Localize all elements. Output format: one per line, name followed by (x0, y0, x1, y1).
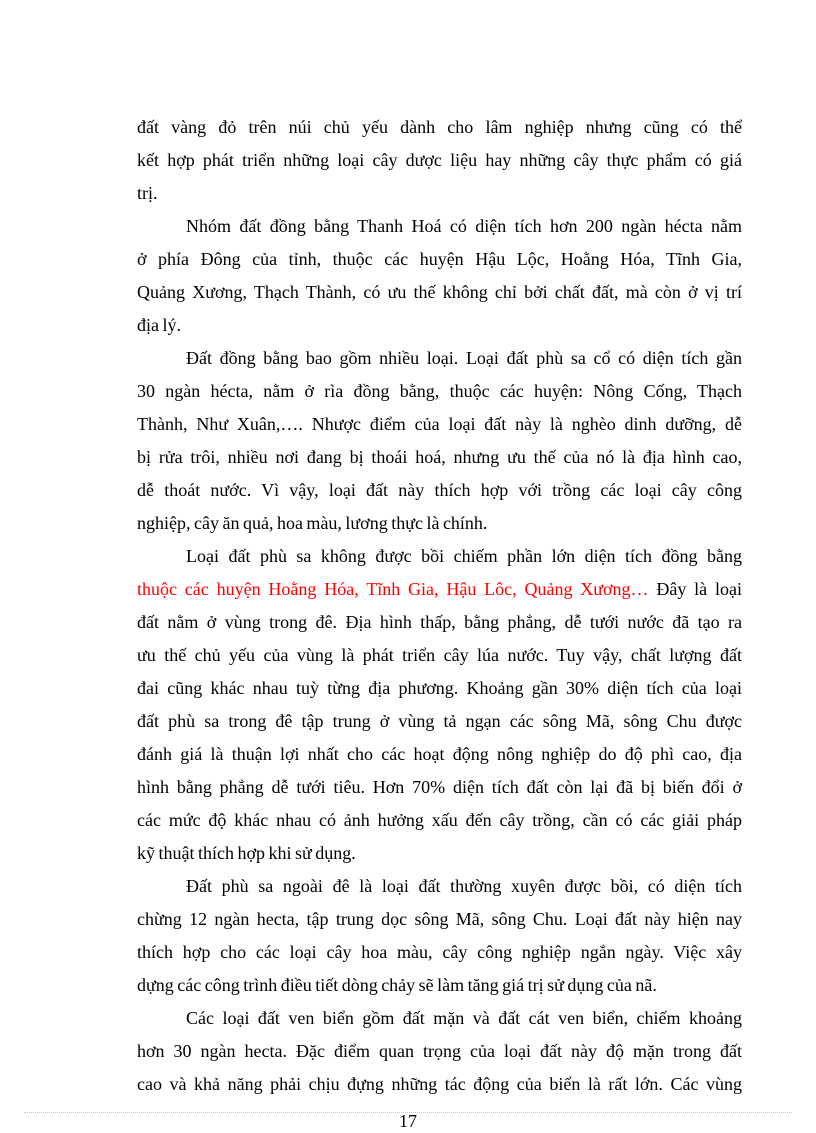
text-line: các mức độ khác nhau có ảnh hưởng xấu đến cây trồng, cần có các giải pháp (137, 810, 742, 830)
text-line-highlighted (137, 573, 742, 606)
text-line: chừng 12 ngàn hecta, tập trung dọc sông Mã, sông Chu. Loại đất này hiện nay (137, 909, 742, 929)
text-line: Loại đất phù sa không được bồi chiếm phần lớn diện tích đồng bằng (186, 546, 742, 566)
paragraph-6 (137, 1002, 742, 1101)
text-line: 30 ngàn hécta, nằm ở rìa đồng bằng, thuộc các huyện: Nông Cống, Thạch (137, 381, 742, 401)
paragraph-3 (137, 342, 742, 540)
text-line: Các loại đất ven biển gồm đất mặn và đất cát ven biển, chiếm khoảng (186, 1008, 742, 1028)
highlighted-text: thuộc các huyện Hoằng Hóa, Tĩnh Gia, Hậu Lôc, Quảng Xương… (137, 579, 649, 599)
text-line: kết hợp phát triển những loại cây dược liệu hay những cây thực phẩm có giá (137, 150, 742, 170)
page-number: 17 (399, 1111, 417, 1131)
text-line: nghiệp, cây ăn quả, hoa màu, lương thực là chính. (137, 513, 488, 533)
text-line: trị. (137, 183, 158, 203)
text-line: dựng các công trình điều tiết dòng chảy sẽ làm tăng giá trị sử dụng của nã. (137, 975, 657, 995)
text-line: đất vàng đỏ trên núi chủ yếu dành cho lâm nghiệp nhưng cũng có thể (137, 117, 742, 137)
text-line: ở phía Đông của tỉnh, thuộc các huyện Hậu Lộc, Hoằng Hóa, Tĩnh Gia, (137, 249, 742, 269)
text-line: đất phù sa trong đê tập trung ở vùng tả ngạn các sông Mã, sông Chu được (137, 711, 742, 731)
text-line: đất nằm ở vùng trong đê. Địa hình thấp, bằng phẳng, dễ tưới nước đã tạo ra (137, 612, 742, 632)
text-line: bị rửa trôi, nhiều nơi đang bị thoái hoá, nhưng ưu thế của nó là địa hình cao, (137, 447, 742, 467)
text-segment: Đây là loại (656, 579, 742, 599)
text-line: dễ thoát nước. Vì vậy, loại đất này thích hợp với trồng các loại cây công (137, 480, 742, 500)
paragraph-5 (137, 870, 742, 1002)
text-line: ưu thế chủ yếu của vùng là phát triển cây lúa nước. Tuy vậy, chất lượng đất (137, 645, 742, 665)
text-line: cao và khả năng phải chịu đựng những tác động của biển là rất lớn. Các vùng (137, 1074, 742, 1094)
text-line: kỹ thuật thích hợp khi sử dụng. (137, 843, 356, 863)
document-body (137, 111, 742, 1101)
paragraph-1 (137, 111, 742, 210)
text-line: thích hợp cho các loại cây hoa màu, cây công nghiệp ngắn ngày. Việc xây (137, 942, 742, 962)
text-line: Đất phù sa ngoài đê là loại đất thường xuyên được bồi, có diện tích (186, 876, 742, 896)
page-break-divider (24, 1112, 792, 1113)
text-line: Quảng Xương, Thạch Thành, có ưu thế không chỉ bởi chất đất, mà còn ở vị trí (137, 282, 742, 302)
paragraph-2 (137, 210, 742, 342)
text-line: đai cũng khác nhau tuỳ từng địa phương. Khoảng gần 30% diện tích của loại (137, 678, 742, 698)
text-line: đánh giá là thuận lợi nhất cho các hoạt động nông nghiệp do độ phì cao, địa (137, 744, 742, 764)
text-line: hình bằng phẳng dễ tưới tiêu. Hơn 70% diện tích đất còn lại đã bị biến đổi ở (137, 777, 742, 797)
text-line: Đất đồng bằng bao gồm nhiều loại. Loại đất phù sa cổ có diện tích gần (186, 348, 742, 368)
text-line: Thành, Như Xuân,…. Nhược điểm của loại đất này là nghèo dinh dưỡng, dễ (137, 414, 742, 434)
paragraph-4 (137, 540, 742, 870)
text-line: địa lý. (137, 315, 181, 335)
text-line: hơn 30 ngàn hecta. Đặc điểm quan trọng của loại đất này độ mặn trong đất (137, 1041, 742, 1061)
text-line: Nhóm đất đồng bằng Thanh Hoá có diện tích hơn 200 ngàn hécta nằm (186, 216, 742, 236)
